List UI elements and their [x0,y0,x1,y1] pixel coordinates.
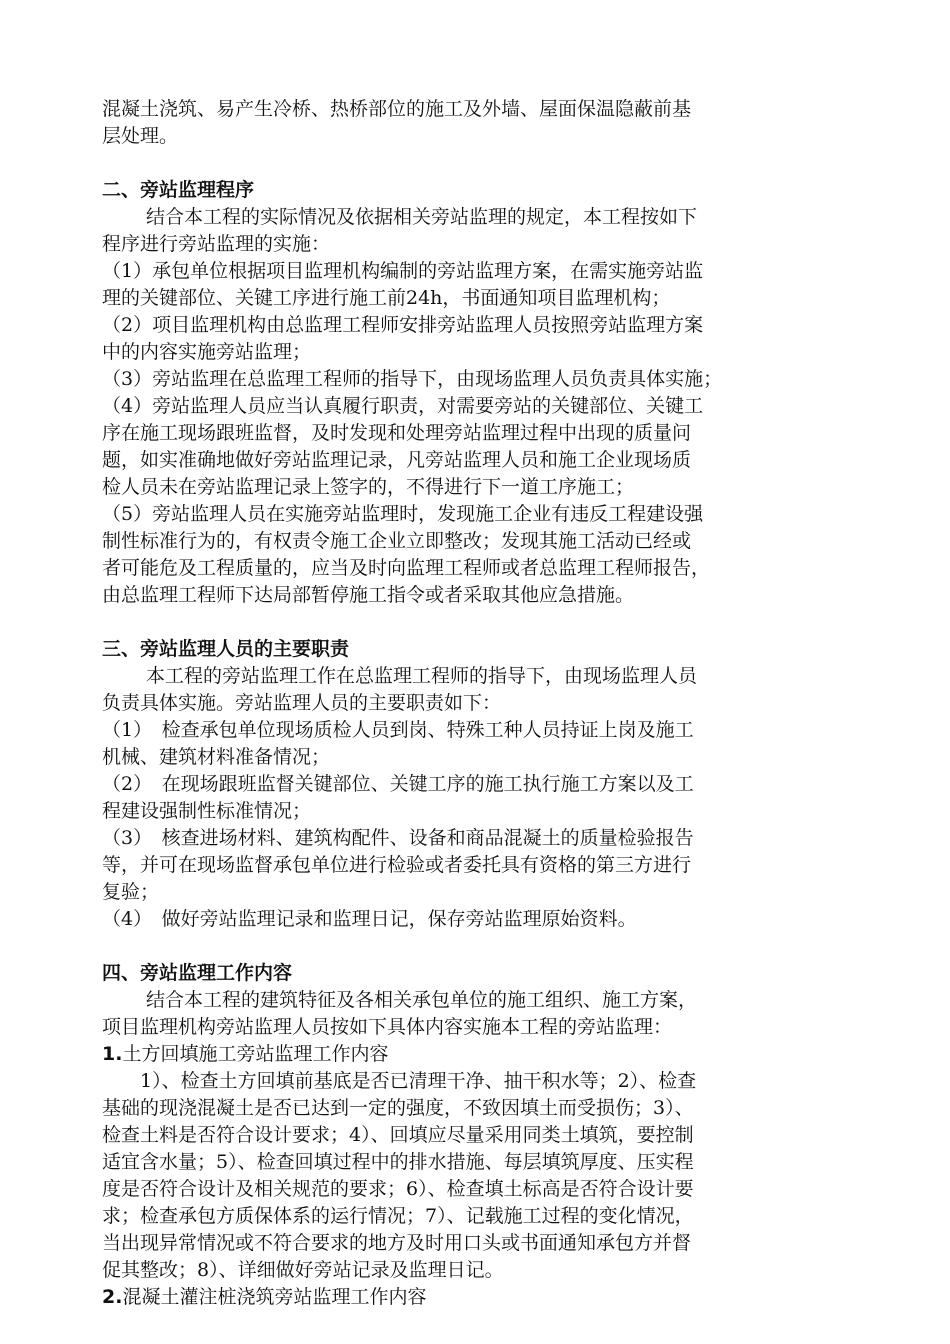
section-3-item-line: 复验； [102,881,160,903]
subsection-2-number: 2. [102,1286,123,1308]
subsection-1-title [102,1041,872,1068]
section-3-item-line: （3） 核查进场材料、建筑构配件、设备和商品混凝土的质量检验报告 [102,827,694,849]
section-2-item-line: 制性标准行为的，有权责令施工企业立即整改；发现其施工活动已经或 [102,530,692,552]
subsection-1-line: 基础的现浇混凝土是否已达到一定的强度，不致因填土而受损伤；3）、 [102,1097,694,1119]
subsection-1-line: 求；检查承包方质保体系的运行情况；7）、记载施工过程的变化情况， [102,1205,694,1227]
section-2-item-line: 者可能危及工程质量的，应当及时向监理工程师或者总监理工程师报告， [102,557,711,579]
section-2-item-line: 序在施工现场跟班监督，及时发现和处理旁站监理过程中出现的质量问 [102,422,692,444]
section-3-item-line: 机械、建筑材料准备情况； [102,746,331,768]
section-2-item-line: （4）旁站监理人员应当认真履行职责，对需要旁站的关键部位、关键工 [102,395,704,417]
intro-line: 层处理。 [102,125,179,147]
subsection-1-line: 促其整改；8）、详细做好旁站记录及监理日记。 [102,1259,504,1281]
document-page [102,96,872,1311]
subsection-1-line: 检查土料是否符合设计要求；4）、回填应尽量采用同类土填筑，要控制 [102,1124,694,1146]
section-3-item-line: 等，并可在现场监督承包单位进行检验或者委托具有资格的第三方进行 [102,854,692,876]
section-2-item-line: 中的内容实施旁站监理； [102,341,312,363]
section-2-intro-line: 结合本工程的实际情况及依据相关旁站监理的规定，本工程按如下 [146,206,698,228]
subsection-1-line: 1）、检查土方回填前基底是否已清理干净、抽干积水等；2）、检查 [140,1070,697,1092]
subsection-1-number: 1. [102,1043,123,1065]
subsection-1-line: 适宜含水量；5）、检查回填过程中的排水措施、每层填筑厚度、压实程 [102,1151,694,1173]
section-2-item-line: 由总监理工程师下达局部暂停施工指令或者采取其他应急措施。 [102,584,635,606]
section-3-item-line: （1） 检查承包单位现场质检人员到岗、特殊工种人员持证上岗及施工 [102,719,694,741]
subsection-1-line: 当出现异常情况或不符合要求的地方及时用口头或书面通知承包方并督 [102,1232,692,1254]
section-2-item-line: 题，如实准确地做好旁站监理记录，凡旁站监理人员和施工企业现场质 [102,449,692,471]
section-2-heading: 二、旁站监理程序 [102,179,255,201]
section-2-item-line: 检人员未在旁站监理记录上签字的，不得进行下一道工序施工； [102,476,635,498]
section-4-intro-line: 结合本工程的建筑特征及各相关承包单位的施工组织、施工方案， [146,989,698,1011]
section-4-intro-line: 项目监理机构旁站监理人员按如下具体内容实施本工程的旁站监理： [102,1016,673,1038]
section-3-intro-line: 负责具体实施。旁站监理人员的主要职责如下： [102,692,502,714]
section-4-heading: 四、旁站监理工作内容 [102,962,293,984]
section-2-intro-line: 程序进行旁站监理的实施： [102,233,331,255]
section-3-item-line: （4） 做好旁站监理记录和监理日记，保存旁站监理原始资料。 [102,908,637,930]
subsection-2-title [102,1284,872,1311]
section-2-item-line: （2）项目监理机构由总监理工程师安排旁站监理人员按照旁站监理方案 [102,314,704,336]
intro-line: 混凝土浇筑、易产生冷桥、热桥部位的施工及外墙、屋面保温隐蔽前基 [102,98,692,120]
section-3-heading: 三、旁站监理人员的主要职责 [102,638,350,660]
section-2-item-line: （3）旁站监理在总监理工程师的指导下，由现场监理人员负责具体实施； [102,368,723,390]
section-3-item-line: 程建设强制性标准情况； [102,800,312,822]
subsection-2-title-text: 混凝土灌注桩浇筑旁站监理工作内容 [122,1286,427,1308]
subsection-1-title-text: 土方回填施工旁站监理工作内容 [122,1043,389,1065]
subsection-1-line: 度是否符合设计及相关规范的要求；6）、检查填土标高是否符合设计要 [102,1178,694,1200]
section-2-item-line: 理的关键部位、关键工序进行施工前24h，书面通知项目监理机构； [102,287,671,309]
section-3-intro-line: 本工程的旁站监理工作在总监理工程师的指导下，由现场监理人员 [146,665,698,687]
section-2-item-line: （1）承包单位根据项目监理机构编制的旁站监理方案，在需实施旁站监 [102,260,704,282]
section-2-item-line: （5）旁站监理人员在实施旁站监理时，发现施工企业有违反工程建设强 [102,503,704,525]
section-3-item-line: （2） 在现场跟班监督关键部位、关键工序的施工执行施工方案以及工 [102,773,694,795]
